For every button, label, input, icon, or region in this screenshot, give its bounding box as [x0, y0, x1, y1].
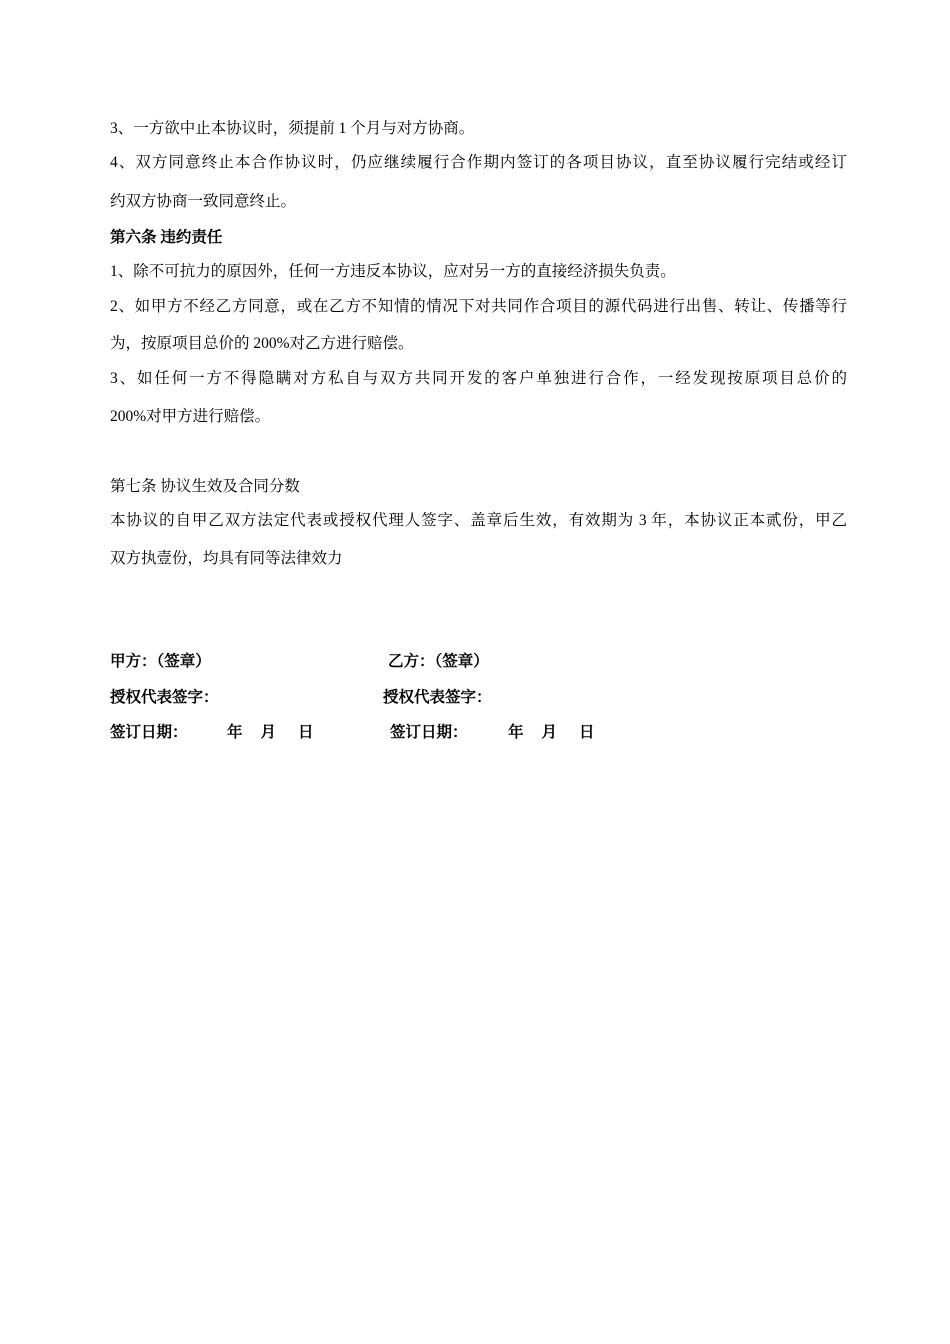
section-6-heading: 第六条 违约责任 [110, 229, 223, 246]
clause-6-item-3-line-1: 3、如任何一方不得隐瞒对方私自与双方共同开发的客户单独进行合作，一经发现按原项目总价的 [110, 370, 847, 387]
clause-7-body-line-1: 本协议的自甲乙双方法定代表或授权代理人签字、盖章后生效，有效期为 3 年，本协议正本贰份，甲乙 [110, 512, 847, 529]
year-label: 年 [508, 724, 524, 741]
party-b-seal-label: 乙方：（签章） [388, 653, 489, 670]
clause-6-item-3-line-2: 200%对甲方进行赔偿。 [110, 408, 271, 425]
clause-5-item-4-line-2: 约双方协商一致同意终止。 [110, 193, 297, 210]
clause-5-item-3: 3、一方欲中止本协议时，须提前 1 个月与对方协商。 [110, 120, 475, 137]
year-label: 年 [227, 724, 243, 741]
day-label: 日 [298, 724, 314, 741]
clause-6-item-2-line-1: 2、如甲方不经乙方同意，或在乙方不知情的情况下对共同作合项目的源代码进行出售、转让、传播等行 [110, 298, 847, 315]
section-7-heading: 第七条 协议生效及合同分数 [110, 478, 300, 495]
party-a-representative-label: 授权代表签字： [110, 689, 219, 706]
clause-6-item-2-line-2: 为，按原项目总价的 200%对乙方进行赔偿。 [110, 335, 414, 352]
month-label: 月 [260, 724, 277, 741]
party-a-date-fields [227, 723, 314, 743]
party-b-date-label: 签订日期： [390, 724, 468, 741]
clause-5-item-4-line-1: 4、双方同意终止本合作协议时，仍应继续履行合作期内签订的各项目协议，直至协议履行完结或经订 [110, 154, 847, 171]
party-a-seal-label: 甲方：（签章） [110, 653, 211, 670]
party-b-date-fields [508, 723, 595, 743]
party-a-date-label: 签订日期： [110, 724, 188, 741]
clause-6-item-1: 1、除不可抗力的原因外，任何一方违反本协议，应对另一方的直接经济损失负责。 [110, 263, 676, 280]
month-label: 月 [541, 724, 558, 741]
party-b-representative-label: 授权代表签字： [383, 689, 492, 706]
clause-7-body-line-2: 双方执壹份，均具有同等法律效力 [110, 550, 343, 567]
day-label: 日 [579, 724, 595, 741]
